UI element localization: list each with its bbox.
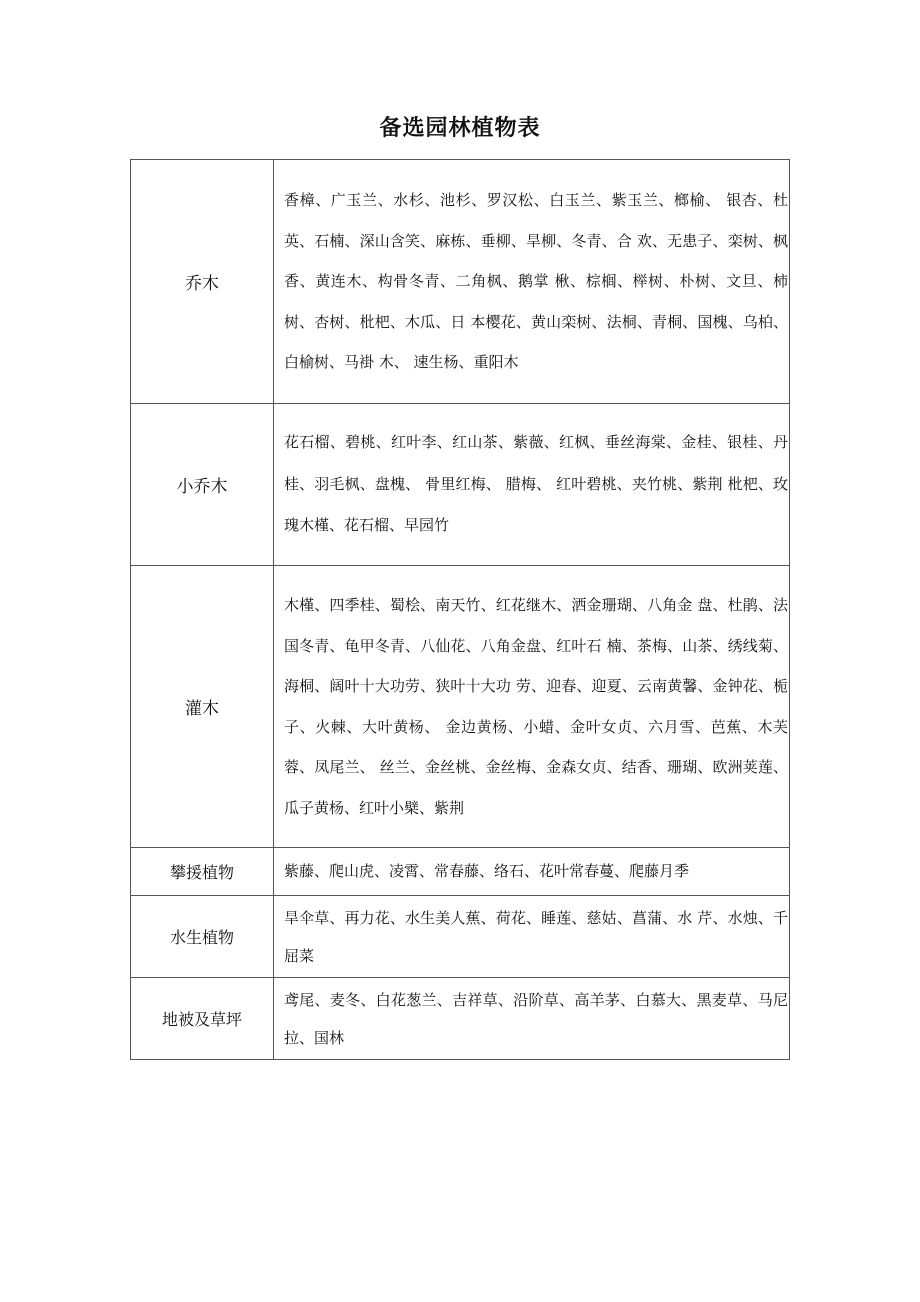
plant-list-cell: 花石榴、碧桃、红叶李、红山茶、紫薇、红枫、垂丝海棠、金桂、银桂、丹桂、羽毛枫、盘槐、 骨里红梅、 腊梅、 红叶碧桃、夹竹桃、紫荆 枇杷、玫瑰木槿、花石榴、早园竹 (274, 404, 790, 566)
table-row-small-tree (131, 404, 790, 566)
plant-list-cell: 鸢尾、麦冬、白花葱兰、吉祥草、沿阶草、高羊茅、白慕大、黑麦草、马尼拉、国林 (274, 978, 790, 1060)
table-row-tree (131, 160, 790, 404)
category-cell: 灌木 (131, 566, 274, 848)
plant-list-cell: 旱伞草、再力花、水生美人蕉、荷花、睡莲、慈姑、菖蒲、水 芹、水烛、千屈菜 (274, 896, 790, 978)
category-cell: 水生植物 (131, 896, 274, 978)
category-cell: 乔木 (131, 160, 274, 404)
table-row-climber (131, 848, 790, 896)
plant-list-cell: 香樟、广玉兰、水杉、池杉、罗汉松、白玉兰、紫玉兰、榔榆、 银杏、杜英、石楠、深山含笑、麻栋、垂柳、旱柳、冬青、合 欢、无患子、栾树、枫香、黄连木、构骨冬青、二角枫、鹅掌 楸、棕榈、榉树、朴树、文旦、柿树、杏树、枇杷、木瓜、日 本樱花、黄山栾树、法桐、青桐、国槐、乌柏、白榆树、马褂 木、 速生杨、重阳木 (274, 160, 790, 404)
category-cell: 地被及草坪 (131, 978, 274, 1060)
plant-table (130, 159, 790, 1060)
table-row-aquatic (131, 896, 790, 978)
table-row-shrub (131, 566, 790, 848)
table-row-groundcover (131, 978, 790, 1060)
plant-list-cell: 紫藤、爬山虎、凌霄、常春藤、络石、花叶常春蔓、爬藤月季 (274, 848, 790, 896)
plant-list-cell: 木槿、四季桂、蜀桧、南天竹、红花继木、洒金珊瑚、八角金 盘、杜鹃、法国冬青、龟甲冬青、八仙花、八角金盘、红叶石 楠、茶梅、山茶、绣线菊、海桐、阔叶十大功劳、狭叶十大功 劳、迎春、迎夏、云南黄馨、金钟花、栀子、火棘、大叶黄杨、 金边黄杨、小蜡、金叶女贞、六月雪、芭蕉、木芙蓉、凤尾兰、 丝兰、金丝桃、金丝梅、金森女贞、结香、珊瑚、欧洲荚莲、 瓜子黄杨、红叶小檗、紫荆 (274, 566, 790, 848)
category-cell: 小乔木 (131, 404, 274, 566)
category-cell: 攀援植物 (131, 848, 274, 896)
page-title: 备选园林植物表 (379, 115, 541, 141)
